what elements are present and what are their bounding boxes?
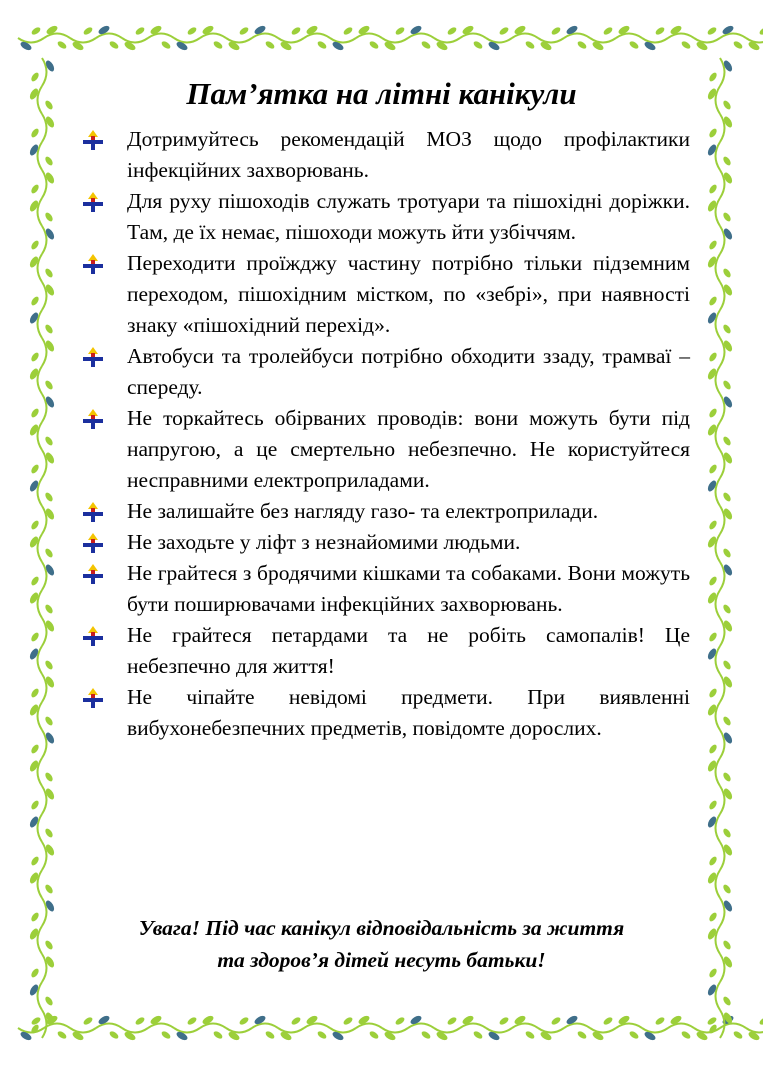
- arrow-cross-bullet-icon: [82, 191, 104, 213]
- leaf-icon: [30, 127, 40, 138]
- leaf-icon: [44, 435, 54, 446]
- leaf-icon: [732, 1030, 743, 1040]
- leaf-icon: [30, 799, 40, 810]
- leaf-icon: [316, 40, 327, 50]
- rule-item: [80, 341, 690, 403]
- leaf-icon: [290, 1016, 301, 1026]
- leaf-icon: [708, 239, 718, 250]
- vine-stem: [716, 814, 721, 842]
- vine-stem: [720, 394, 725, 422]
- vine-stem: [720, 338, 725, 366]
- leaf-icon: [30, 183, 40, 194]
- leaf-icon: [732, 40, 743, 50]
- leaf-icon: [290, 26, 301, 36]
- leaf-icon: [30, 855, 40, 866]
- vine-stem: [278, 38, 304, 43]
- vine-stem: [42, 898, 47, 926]
- rule-item: [80, 527, 690, 558]
- vine-stem: [148, 34, 174, 39]
- leaf-icon: [108, 1030, 119, 1040]
- rule-text: Автобуси та тролейбуси потрібно обходити ззаду, трамваї – спереду.: [127, 344, 690, 399]
- leaf-icon: [602, 26, 613, 36]
- vine-stem: [720, 170, 725, 198]
- vine-stem: [42, 730, 47, 758]
- leaf-icon: [722, 883, 732, 894]
- leaf-icon: [758, 1016, 763, 1026]
- leaf-icon: [722, 155, 732, 166]
- leaf-icon: [30, 407, 40, 418]
- rule-text: Дотримуйтесь рекомендацій МОЗ щодо профілактики інфекційних захворювань.: [127, 127, 690, 182]
- vine-stem: [716, 198, 721, 226]
- leaf-icon: [342, 1016, 353, 1026]
- vine-stem: [252, 34, 278, 39]
- vine-stem: [304, 1024, 330, 1029]
- leaf-icon: [264, 1030, 275, 1040]
- leaf-icon: [212, 1030, 223, 1040]
- leaf-icon: [186, 26, 197, 36]
- leaf-icon: [628, 1030, 639, 1040]
- leaf-icon: [368, 1030, 379, 1040]
- vine-stem: [356, 34, 382, 39]
- vine-stem: [564, 34, 590, 39]
- rule-item: [80, 248, 690, 341]
- leaf-icon: [680, 1030, 691, 1040]
- vine-stem: [590, 1028, 616, 1033]
- vine-stem: [42, 450, 47, 478]
- leaf-icon: [758, 26, 763, 36]
- vine-stem: [716, 982, 721, 1010]
- vine-stem: [122, 38, 148, 43]
- vine-stem: [408, 1024, 434, 1029]
- leaf-icon: [708, 575, 718, 586]
- leaf-icon: [722, 435, 732, 446]
- vine-stem: [642, 38, 668, 43]
- rule-text: Не чіпайте невідомі предмети. При виявленні вибухонебезпечних предметів, повідомте дорослих.: [127, 685, 690, 740]
- vine-stem: [122, 1028, 148, 1033]
- vine-stem: [720, 786, 725, 814]
- vine-stem: [716, 478, 721, 506]
- leaf-icon: [708, 743, 718, 754]
- vine-stem: [642, 1028, 668, 1033]
- leaf-icon: [394, 26, 405, 36]
- vine-stem: [716, 646, 721, 674]
- vine-stem: [616, 34, 642, 39]
- page-title: Пам’ятка на літні канікули: [186, 76, 577, 111]
- leaf-icon: [654, 26, 665, 36]
- arrow-cross-bullet-icon: [82, 253, 104, 275]
- leaf-icon: [708, 911, 718, 922]
- vine-stem: [42, 226, 47, 254]
- leaf-icon: [722, 211, 732, 222]
- vine-stem: [38, 982, 43, 1010]
- leaf-icon: [30, 575, 40, 586]
- vine-stem: [434, 38, 460, 43]
- leaf-icon: [56, 40, 67, 50]
- vine-stem: [434, 1028, 460, 1033]
- leaf-icon: [524, 40, 535, 50]
- vine-stem: [38, 366, 43, 394]
- arrow-cross-bullet-icon: [82, 408, 104, 430]
- leaf-icon: [44, 939, 54, 950]
- vine-stem: [716, 254, 721, 282]
- vine-stem: [200, 34, 226, 39]
- leaf-icon: [472, 40, 483, 50]
- leaf-icon: [44, 547, 54, 558]
- rule-text: Не грайтеся петардами та не робіть самопалів! Це небезпечно для життя!: [127, 623, 690, 678]
- leaf-icon: [722, 379, 732, 390]
- leaf-icon: [722, 771, 732, 782]
- vine-stem: [18, 38, 44, 43]
- rule-item: [80, 558, 690, 620]
- leaf-icon: [160, 1030, 171, 1040]
- leaf-icon: [44, 491, 54, 502]
- vine-stem: [42, 282, 47, 310]
- vine-stem: [716, 702, 721, 730]
- vine-stem: [720, 506, 725, 534]
- vine-stem: [174, 1028, 200, 1033]
- rule-item: [80, 682, 690, 744]
- rule-text: Не торкайтесь обірваних проводів: вони можуть бути під напругою, а це смертельно небезпечно. Не користуйтеся несправними електроприладами.: [127, 406, 690, 492]
- vine-stem: [716, 590, 721, 618]
- leaf-icon: [44, 603, 54, 614]
- vine-stem: [716, 534, 721, 562]
- vine-stem: [42, 114, 47, 142]
- vine-stem: [38, 478, 43, 506]
- vine-stem: [720, 898, 725, 926]
- leaf-icon: [30, 295, 40, 306]
- vine-stem: [716, 142, 721, 170]
- leaf-icon: [654, 1016, 665, 1026]
- vine-stem: [746, 1028, 763, 1033]
- vine-stem: [42, 674, 47, 702]
- vine-stem: [460, 34, 486, 39]
- arrow-cross-bullet-icon: [82, 625, 104, 647]
- vine-stem: [720, 226, 725, 254]
- leaf-icon: [722, 547, 732, 558]
- leaf-icon: [722, 715, 732, 726]
- vine-stem: [42, 170, 47, 198]
- vine-stem: [38, 198, 43, 226]
- arrow-cross-bullet-icon: [82, 687, 104, 709]
- vine-stem: [226, 1028, 252, 1033]
- vine-stem: [720, 562, 725, 590]
- vine-stem: [720, 954, 725, 982]
- vine-stem: [38, 310, 43, 338]
- vine-stem: [42, 842, 47, 870]
- leaf-icon: [708, 687, 718, 698]
- leaf-icon: [706, 26, 717, 36]
- leaf-icon: [708, 799, 718, 810]
- leaf-icon: [212, 40, 223, 50]
- leaf-icon: [602, 1016, 613, 1026]
- leaf-icon: [368, 40, 379, 50]
- vine-stem: [486, 1028, 512, 1033]
- vine-stem: [716, 366, 721, 394]
- leaf-icon: [708, 855, 718, 866]
- vine-stem: [356, 1024, 382, 1029]
- vine-stem: [42, 562, 47, 590]
- leaf-icon: [446, 26, 457, 36]
- leaf-icon: [708, 631, 718, 642]
- vine-stem: [330, 1028, 356, 1033]
- leaf-icon: [30, 26, 41, 36]
- leaf-icon: [576, 1030, 587, 1040]
- leaf-icon: [44, 883, 54, 894]
- leaf-icon: [722, 267, 732, 278]
- leaf-icon: [708, 519, 718, 530]
- leaf-icon: [82, 26, 93, 36]
- rule-text: Не грайтеся з бродячими кішками та собаками. Вони можуть бути поширювачами інфекційних захворювань.: [127, 561, 690, 616]
- leaf-icon: [722, 491, 732, 502]
- vine-stem: [38, 534, 43, 562]
- leaf-icon: [30, 463, 40, 474]
- vine-stem: [382, 1028, 408, 1033]
- vine-stem: [668, 1024, 694, 1029]
- arrow-cross-bullet-icon: [82, 346, 104, 368]
- rule-item: [80, 124, 690, 186]
- leaf-icon: [108, 40, 119, 50]
- rule-text: Переходити проїжджу частину потрібно тільки підземним переходом, пішохідним містком, по «зебрі», при наявності знаку «пішохідний перехід».: [127, 251, 690, 337]
- leaf-icon: [238, 26, 249, 36]
- vine-stem: [42, 618, 47, 646]
- leaf-icon: [708, 127, 718, 138]
- vine-stem: [42, 954, 47, 982]
- leaf-icon: [238, 1016, 249, 1026]
- vine-stem: [278, 1028, 304, 1033]
- vine-stem: [668, 34, 694, 39]
- vine-stem: [38, 254, 43, 282]
- vine-stem: [746, 38, 763, 43]
- leaf-icon: [722, 323, 732, 334]
- leaf-icon: [30, 743, 40, 754]
- leaf-icon: [44, 323, 54, 334]
- leaf-icon: [44, 771, 54, 782]
- vine-stem: [18, 1028, 44, 1033]
- vine-stem: [694, 38, 720, 43]
- vine-stem: [96, 1024, 122, 1029]
- leaf-icon: [44, 995, 54, 1006]
- vine-stem: [720, 114, 725, 142]
- leaf-icon: [706, 1016, 717, 1026]
- vine-stem: [70, 1028, 96, 1033]
- rule-text: Не заходьте у ліфт з незнайомими людьми.: [127, 530, 521, 554]
- vine-stem: [720, 618, 725, 646]
- rule-text: Для руху пішоходів служать тротуари та пішохідні доріжки. Там, де їх немає, пішоходи можуть йти узбіччям.: [127, 189, 690, 244]
- leaf-icon: [82, 1016, 93, 1026]
- vine-stem: [512, 34, 538, 39]
- vine-stem: [38, 926, 43, 954]
- vine-stem: [720, 1010, 725, 1038]
- leaf-icon: [708, 967, 718, 978]
- vine-stem: [460, 1024, 486, 1029]
- vine-stem: [148, 1024, 174, 1029]
- leaf-icon: [722, 995, 732, 1006]
- vine-stem: [716, 926, 721, 954]
- vine-stem: [486, 38, 512, 43]
- arrow-cross-bullet-icon: [82, 129, 104, 151]
- leaf-icon: [160, 40, 171, 50]
- leaf-icon: [708, 407, 718, 418]
- vine-stem: [538, 1028, 564, 1033]
- leaf-icon: [708, 351, 718, 362]
- rule-item: [80, 496, 690, 527]
- vine-stem: [38, 702, 43, 730]
- vine-stem: [252, 1024, 278, 1029]
- leaf-icon: [394, 1016, 405, 1026]
- vine-stem: [720, 450, 725, 478]
- vine-stem: [38, 646, 43, 674]
- leaf-icon: [446, 1016, 457, 1026]
- vine-stem: [42, 338, 47, 366]
- vine-stem: [200, 1024, 226, 1029]
- vine-stem: [512, 1024, 538, 1029]
- vine-stem: [590, 38, 616, 43]
- vine-stem: [720, 730, 725, 758]
- vine-stem: [96, 34, 122, 39]
- leaf-icon: [30, 1016, 41, 1026]
- leaf-icon: [708, 463, 718, 474]
- vine-stem: [720, 34, 746, 39]
- vine-stem: [720, 842, 725, 870]
- leaf-icon: [316, 1030, 327, 1040]
- leaf-icon: [722, 939, 732, 950]
- leaf-icon: [472, 1030, 483, 1040]
- leaf-icon: [30, 351, 40, 362]
- vine-stem: [716, 758, 721, 786]
- vine-stem: [716, 870, 721, 898]
- leaf-icon: [30, 911, 40, 922]
- vine-stem: [38, 870, 43, 898]
- vine-stem: [70, 38, 96, 43]
- vine-stem: [408, 34, 434, 39]
- leaf-icon: [498, 26, 509, 36]
- leaf-icon: [722, 603, 732, 614]
- rule-item: [80, 620, 690, 682]
- vine-stem: [564, 1024, 590, 1029]
- vine-stem: [44, 34, 70, 39]
- vine-stem: [226, 38, 252, 43]
- arrow-cross-bullet-icon: [82, 501, 104, 523]
- notice-line-2: та здоров’я дітей несуть батьки!: [217, 948, 546, 972]
- vine-stem: [38, 422, 43, 450]
- leaf-icon: [420, 1030, 431, 1040]
- leaf-icon: [264, 40, 275, 50]
- vine-stem: [42, 394, 47, 422]
- leaf-icon: [708, 183, 718, 194]
- leaf-icon: [44, 379, 54, 390]
- leaf-icon: [680, 40, 691, 50]
- leaf-icon: [576, 40, 587, 50]
- leaf-icon: [628, 40, 639, 50]
- vine-stem: [38, 142, 43, 170]
- vine-stem: [330, 38, 356, 43]
- vine-stem: [174, 38, 200, 43]
- rules-list: [80, 124, 690, 744]
- leaf-icon: [44, 211, 54, 222]
- vine-stem: [42, 786, 47, 814]
- leaf-icon: [498, 1016, 509, 1026]
- leaf-icon: [30, 631, 40, 642]
- leaf-icon: [44, 827, 54, 838]
- vine-stem: [44, 1024, 70, 1029]
- leaf-icon: [30, 519, 40, 530]
- leaf-icon: [44, 155, 54, 166]
- leaf-icon: [722, 827, 732, 838]
- vine-stem: [304, 34, 330, 39]
- vine-stem: [38, 758, 43, 786]
- vine-stem: [720, 282, 725, 310]
- vine-stem: [382, 38, 408, 43]
- leaf-icon: [420, 40, 431, 50]
- parents-notice: [60, 912, 703, 976]
- vine-stem: [42, 1010, 47, 1038]
- leaf-icon: [186, 1016, 197, 1026]
- arrow-cross-bullet-icon: [82, 563, 104, 585]
- rule-text: Не залишайте без нагляду газо- та електроприлади.: [127, 499, 599, 523]
- leaf-icon: [550, 1016, 561, 1026]
- leaf-icon: [30, 239, 40, 250]
- leaf-icon: [44, 659, 54, 670]
- rule-item: [80, 403, 690, 496]
- leaf-icon: [134, 1016, 145, 1026]
- leaf-icon: [134, 26, 145, 36]
- leaf-icon: [550, 26, 561, 36]
- leaf-icon: [30, 967, 40, 978]
- vine-stem: [38, 814, 43, 842]
- leaf-icon: [44, 715, 54, 726]
- vine-stem: [716, 422, 721, 450]
- leaf-icon: [722, 659, 732, 670]
- leaf-icon: [524, 1030, 535, 1040]
- vine-stem: [38, 590, 43, 618]
- arrow-cross-bullet-icon: [82, 532, 104, 554]
- rule-item: [80, 186, 690, 248]
- leaf-icon: [342, 26, 353, 36]
- vine-stem: [42, 506, 47, 534]
- leaf-icon: [30, 687, 40, 698]
- leaf-icon: [56, 1030, 67, 1040]
- vine-stem: [616, 1024, 642, 1029]
- vine-stem: [538, 38, 564, 43]
- leaf-icon: [708, 295, 718, 306]
- vine-stem: [720, 674, 725, 702]
- vine-stem: [716, 310, 721, 338]
- leaf-icon: [44, 267, 54, 278]
- notice-line-1: Увага! Під час канікул відповідальність за життя: [138, 916, 625, 940]
